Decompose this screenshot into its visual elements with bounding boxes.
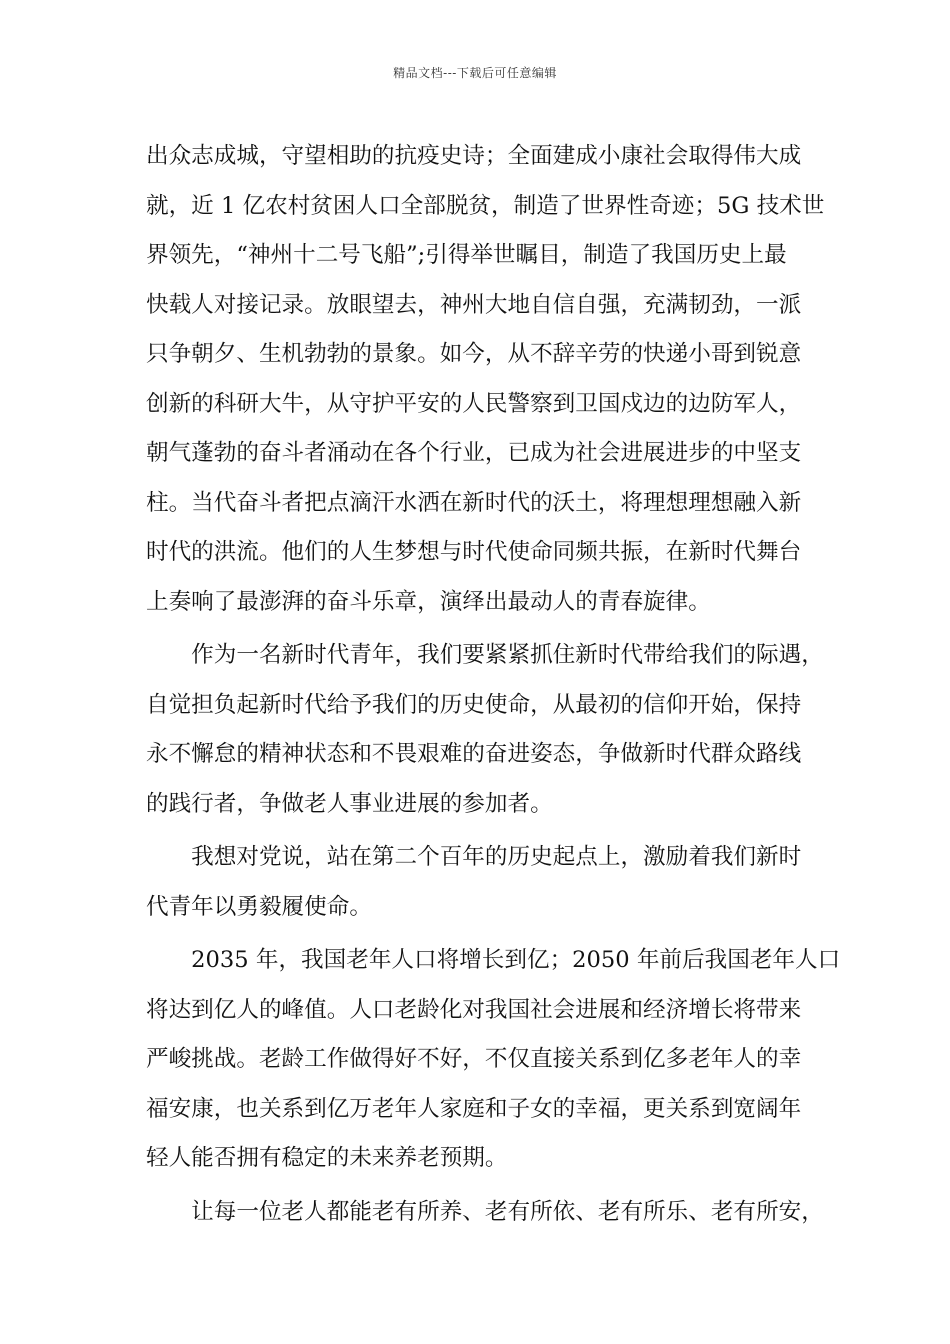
text-line: 界领先，“神州十二号飞船”;引得举世瞩目，制造了我国历史上最 — [146, 242, 787, 268]
text-line: 福安康，也关系到亿万老年人家庭和子女的幸福，更关系到宽阔年 — [146, 1095, 802, 1122]
text-line: 时代的洪流。他们的人生梦想与时代使命同频共振，在新时代舞台 — [146, 539, 802, 565]
text-line: 朝气蓬勃的奋斗者涌动在各个行业，已成为社会进展进步的中坚支 — [146, 440, 802, 466]
paragraph — [146, 833, 830, 932]
text-line: 就，近 1 亿农村贫困人口全部脱贫，制造了世界性奇迹；5G 技术世 — [146, 192, 825, 219]
text-line: 我想对党说，站在第二个百年的历史起点上，激励着我们新时 — [146, 844, 802, 870]
body-text — [146, 132, 841, 1237]
paragraph — [146, 132, 830, 627]
text-line: 代青年以勇毅履使命。 — [146, 893, 372, 920]
text-line: 作为一名新时代青年，我们要紧紧抓住新时代带给我们的际遇， — [146, 642, 824, 668]
text-line: 严峻挑战。老龄工作做得好不好，不仅直接关系到亿多老年人的幸 — [146, 1046, 802, 1072]
text-line: 快载人对接记录。放眼望去，神州大地自信自强，充满韧劲，一派 — [146, 291, 802, 318]
paragraph — [146, 1188, 830, 1238]
text-line: 2035 年，我国老年人口将增长到亿；2050 年前后我国老年人口 — [146, 947, 841, 973]
text-line: 轻人能否拥有稳定的未来养老预期。 — [146, 1145, 508, 1171]
paragraph — [146, 936, 841, 1184]
text-line: 创新的科研大牛，从守护平安的人民警察到卫国戍边的边防军人， — [146, 390, 802, 417]
text-line: 只争朝夕、生机勃勃的景象。如今，从不辞辛劳的快递小哥到锐意 — [146, 341, 802, 367]
text-line: 出众志成城，守望相助的抗疫史诗；全面建成小康社会取得伟大成 — [146, 143, 802, 169]
text-line: 永不懈怠的精神状态和不畏艰难的奋进姿态，争做新时代群众路线 — [146, 741, 802, 767]
page-header: 精品文档---下载后可任意编辑 — [393, 66, 557, 80]
text-line: 的践行者，争做老人事业进展的参加者。 — [146, 790, 553, 817]
text-line: 自觉担负起新时代给予我们的历史使命，从最初的信仰开始，保持 — [146, 691, 802, 718]
text-line: 将达到亿人的峰值。人口老龄化对我国社会进展和经济增长将带来 — [146, 996, 802, 1023]
text-line: 上奏响了最澎湃的奋斗乐章，演绎出最动人的青春旋律。 — [146, 588, 711, 615]
paragraph — [146, 631, 830, 829]
text-line: 让每一位老人都能老有所养、老有所依、老有所乐、老有所安， — [146, 1198, 824, 1225]
text-line: 柱。当代奋斗者把点滴汗水洒在新时代的沃土，将理想理想融入新 — [146, 489, 802, 516]
